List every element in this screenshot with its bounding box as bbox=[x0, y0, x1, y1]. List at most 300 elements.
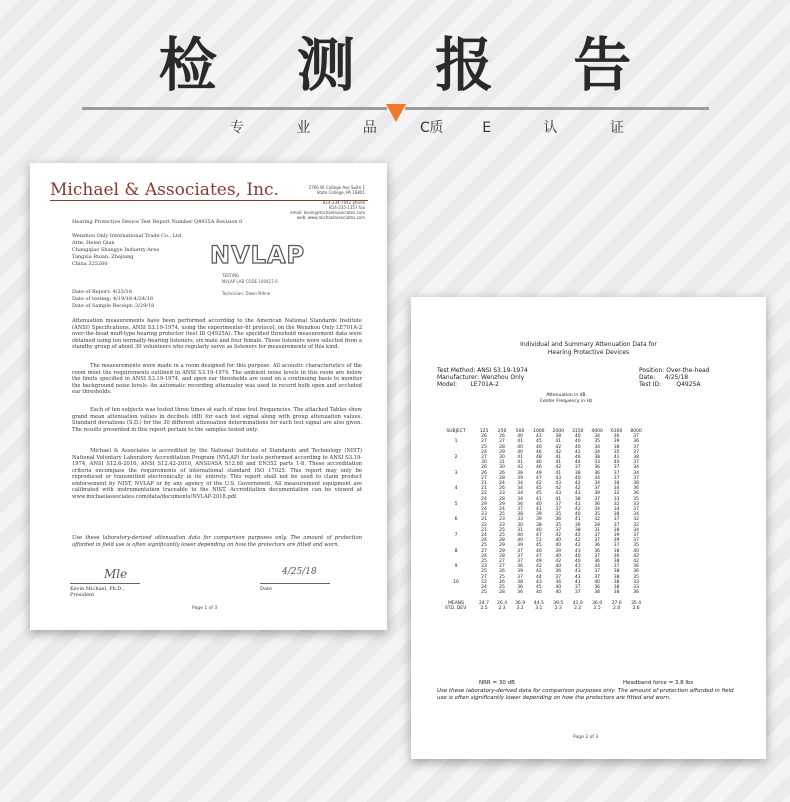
table-cell: MEANS bbox=[447, 600, 465, 606]
table-cell: 40 bbox=[517, 444, 523, 450]
table-cell: 22 bbox=[481, 491, 487, 497]
table-cell: 36 bbox=[574, 522, 581, 528]
table-cell: 7 bbox=[454, 533, 458, 539]
table-cell: 25 bbox=[481, 569, 487, 575]
table-cell: 40 bbox=[574, 512, 581, 518]
table-cell: 49 bbox=[535, 559, 542, 565]
table-cell: 38 bbox=[574, 470, 581, 476]
table-cell: 42 bbox=[555, 449, 562, 455]
table-cell: 29 bbox=[499, 501, 505, 507]
table-cell: 48 bbox=[535, 455, 542, 461]
table-cell: 32 bbox=[633, 522, 639, 528]
table-cell: 27 bbox=[481, 439, 487, 445]
table-cell: 35 bbox=[633, 496, 639, 502]
table-cell: 40 bbox=[574, 559, 581, 565]
table-cell: 40 bbox=[633, 548, 639, 554]
table-cell: 39 bbox=[594, 491, 601, 497]
headband-force: Headband force = 3.8 lbs bbox=[623, 680, 694, 686]
column-header: 125 bbox=[479, 429, 489, 434]
table-cell: 34 bbox=[594, 449, 601, 455]
paragraph-3: Each of ten subjects was tested three times at each of nine test frequencies. The attached Tables show grand mean attenuation values in decibels (dB) for each test signal along with group attenuation values. Standard deviations (S.D.) for the 30 different attenuation determinations for each test signal are also given. The results presented in this report pertain to the samples tested only. bbox=[72, 407, 362, 433]
table-cell: 40 bbox=[555, 543, 562, 549]
table-cell: 38 bbox=[613, 569, 620, 575]
table-cell: 2.5 bbox=[480, 605, 488, 611]
table-cell: 27 bbox=[499, 559, 505, 565]
table-cell: 30 bbox=[517, 522, 523, 528]
table-cell: 36 bbox=[517, 564, 523, 570]
company-address: 2766 W. College Ave Suite 1 State College, PA 16801 814-234-7042 phone 814-235-1357 fax email: kevin@michaelassociates.com web: www.michaelassociates.com bbox=[290, 185, 365, 220]
table-cell: 37 bbox=[517, 574, 523, 580]
table-cell: 42 bbox=[517, 465, 523, 471]
table-cell: 41 bbox=[535, 507, 542, 513]
table-cell: 21 bbox=[481, 517, 487, 523]
table-cell: 36 bbox=[633, 439, 639, 445]
table-cell: 46 bbox=[535, 449, 542, 455]
page-title: 检 测 报 告 bbox=[158, 31, 662, 99]
table-cell: 2.2 bbox=[574, 605, 582, 611]
report-title: Hearing Protective Device Test Report Number Q4925A Revision 0 bbox=[72, 219, 243, 225]
table-cell: 37 bbox=[613, 465, 620, 471]
client-address: Wenzhou Only International Trade Co., Ltd. Attn: Helen Qian Changqiao Shangye Industry Area Tangxia Ruian, Zhejiang China 325200 bbox=[72, 233, 183, 267]
table-cell: 38 bbox=[613, 481, 620, 487]
table-cell: 39 bbox=[535, 512, 542, 518]
table-cell: 26.4 bbox=[497, 600, 508, 606]
table-cell: 40 bbox=[517, 449, 523, 455]
table-cell: 34 bbox=[594, 434, 601, 440]
subtitle-left: 专 业 品 质 bbox=[230, 120, 468, 136]
table-cell: 41 bbox=[535, 496, 542, 502]
table-cell: 34 bbox=[517, 491, 523, 497]
table-cell: 38 bbox=[574, 496, 581, 502]
table-cell: 24 bbox=[481, 496, 487, 502]
table-cell: 34 bbox=[517, 481, 523, 487]
table-cell: 42 bbox=[574, 538, 581, 544]
table-cell: 28 bbox=[499, 553, 505, 559]
table-cell: 36 bbox=[555, 569, 562, 575]
table-cell: 39 bbox=[517, 569, 523, 575]
table-cell: 42 bbox=[574, 486, 581, 492]
table-cell: 46 bbox=[574, 455, 581, 461]
column-header: SUBJECT bbox=[446, 429, 466, 434]
table-cell: 38 bbox=[555, 434, 562, 440]
signature-right: Date bbox=[260, 583, 330, 592]
table-cell: 47 bbox=[535, 475, 542, 481]
table-cell: 38 bbox=[613, 527, 620, 533]
nrr-value: NRR = 30 dB bbox=[479, 680, 515, 686]
table-cell: 37 bbox=[633, 475, 639, 481]
table-cell: 41 bbox=[517, 439, 523, 445]
table-cell: 26 bbox=[481, 470, 487, 476]
table-cell: 33 bbox=[517, 517, 523, 523]
paragraph-2: The measurements were made in a room designed for this purpose. All acoustic characteristics of the room meet the requirements outlined in ANSI S3.19-1974. The ambient noise levels in this room are below the limits specified in ANSI S3.19-1974, and open ear thresholds are used on a continuing basis to monitor the background noise levels. An automatic recording attenuator was used to record both open and occluded ear thresholds. bbox=[72, 363, 362, 395]
table-cell: 42 bbox=[535, 569, 542, 575]
table-cell: 37 bbox=[517, 507, 523, 513]
table-cell: 41 bbox=[555, 496, 562, 502]
table-cell: 37 bbox=[555, 527, 562, 533]
table-cell: 49 bbox=[535, 470, 542, 476]
table-cell: 21 bbox=[481, 486, 487, 492]
table-cell: 21 bbox=[481, 481, 487, 487]
table-cell: 37 bbox=[555, 507, 562, 513]
column-header: 3150 bbox=[572, 429, 584, 434]
table-cell: 37 bbox=[594, 496, 601, 502]
signature-left: Kevin Michael, Ph.D., President bbox=[70, 583, 140, 598]
table-cell: 38 bbox=[613, 574, 620, 580]
table-cell: 38 bbox=[517, 512, 523, 518]
table-cell: 43 bbox=[535, 434, 542, 440]
table-cell: 44 bbox=[574, 460, 581, 466]
table-cell: 35 bbox=[594, 439, 601, 445]
table-cell: 23 bbox=[481, 564, 487, 570]
table-cell: 36 bbox=[594, 585, 601, 591]
table-cell: 31 bbox=[594, 527, 601, 533]
table-cell: 30 bbox=[499, 455, 505, 461]
table-cell: 25 bbox=[499, 527, 505, 533]
table-cell: 40 bbox=[555, 564, 562, 570]
frequency-caption: Attenuation in dB Center Frequency in Hz bbox=[539, 393, 593, 404]
subtitle-right: C E 认 证 bbox=[420, 120, 648, 136]
table-cell: 40 bbox=[555, 538, 562, 544]
table-cell: 40 bbox=[613, 460, 620, 466]
table-cell: 40 bbox=[517, 533, 523, 539]
column-header: 6300 bbox=[610, 429, 623, 434]
table-cell: 42 bbox=[555, 533, 562, 539]
table-cell: 47 bbox=[535, 533, 542, 539]
table-cell: 45 bbox=[535, 585, 542, 591]
table-cell: 41 bbox=[574, 517, 581, 523]
table-cell: 36 bbox=[613, 434, 620, 440]
table-cell: 36 bbox=[594, 501, 601, 507]
table-cell: 36 bbox=[594, 548, 601, 554]
table-cell: 27 bbox=[499, 439, 505, 445]
table-cell: 40 bbox=[555, 590, 562, 596]
table-cell: 28 bbox=[499, 444, 505, 450]
table-cell: 47 bbox=[535, 553, 542, 559]
table-cell: 29 bbox=[499, 449, 505, 455]
table-cell: 38 bbox=[633, 455, 639, 461]
table-cell: 40 bbox=[535, 527, 542, 533]
column-header: 250 bbox=[497, 429, 507, 434]
table-cell: 43 bbox=[574, 548, 581, 554]
table-cell: 37 bbox=[633, 538, 639, 544]
table-cell: 38 bbox=[613, 559, 620, 565]
table-cell: 37 bbox=[594, 533, 601, 539]
table-cell: 38 bbox=[535, 522, 542, 528]
table-cell: 42 bbox=[574, 449, 581, 455]
table-cell: 45 bbox=[535, 491, 542, 497]
column-header: 4000 bbox=[591, 429, 603, 434]
table-cell: 40 bbox=[555, 585, 562, 591]
table-cell: 41 bbox=[574, 579, 581, 585]
table-row bbox=[437, 606, 646, 611]
table-cell: 36 bbox=[633, 569, 639, 575]
table-cell: 3.1 bbox=[535, 605, 543, 611]
table-cell: 37 bbox=[594, 553, 601, 559]
table-cell: 37 bbox=[613, 475, 620, 481]
table-cell: 37 bbox=[594, 574, 601, 580]
table-cell: 40 bbox=[574, 475, 581, 481]
table-cell: 37 bbox=[633, 449, 639, 455]
table-cell: 36 bbox=[613, 553, 620, 559]
table-cell: 27 bbox=[481, 574, 487, 580]
table-cell: 43 bbox=[555, 475, 562, 481]
table-cell: 43 bbox=[574, 564, 581, 570]
table-cell: 34 bbox=[517, 496, 523, 502]
table-cell: 27 bbox=[499, 564, 505, 570]
table-cell: 26 bbox=[499, 486, 505, 492]
table-cell: 28 bbox=[499, 475, 505, 481]
table-cell: 46 bbox=[535, 444, 542, 450]
nvlap-caption: TESTING NVLAP LAB CODE 100427-0 Technician: Dawn Mihne bbox=[222, 273, 278, 296]
table-cell: 27 bbox=[481, 548, 487, 554]
table-cell: 40 bbox=[574, 444, 581, 450]
table-cell: 38 bbox=[517, 470, 523, 476]
test-meta-right: Position: Over-the-head Date: 4/25/18 Test ID: Q4925A bbox=[639, 367, 710, 388]
divider-right bbox=[405, 107, 709, 110]
table-cell: 34 bbox=[594, 564, 601, 570]
table-cell: 41 bbox=[574, 501, 581, 507]
attenuation-table bbox=[437, 429, 646, 611]
table-cell: 37 bbox=[633, 444, 639, 450]
table-cell: 41 bbox=[555, 439, 562, 445]
table-cell: 37 bbox=[613, 522, 620, 528]
table-cell: 9 bbox=[454, 564, 458, 570]
table-cell: 36 bbox=[594, 470, 601, 476]
table-cell: 40 bbox=[517, 434, 523, 440]
table-cell: 34 bbox=[613, 507, 620, 513]
table-cell: 35 bbox=[633, 543, 639, 549]
table-cell: 24 bbox=[499, 507, 505, 513]
table-cell: 29 bbox=[481, 501, 487, 507]
table-cell: 39 bbox=[517, 475, 523, 481]
table-cell: 37 bbox=[555, 501, 562, 507]
table-cell: 26 bbox=[499, 569, 505, 575]
table-cell: 36 bbox=[633, 590, 639, 596]
table-cell: 37 bbox=[633, 507, 639, 513]
table-cell: 4 bbox=[454, 486, 458, 492]
table-cell: 22 bbox=[481, 522, 487, 528]
table-cell: 25 bbox=[481, 559, 487, 565]
table-cell: 32 bbox=[594, 517, 601, 523]
signature-mark-left: Mle bbox=[104, 567, 128, 581]
nvlap-logo: NVLAP bbox=[210, 241, 306, 269]
table-cell: 39 bbox=[535, 517, 542, 523]
test-meta-left: Test Method: ANSI S3.19-1974 Manufacturer: Wenzhou Only Model: LE701A-2 bbox=[437, 367, 528, 388]
table-cell: 34 bbox=[517, 486, 523, 492]
table-cell: 31 bbox=[517, 527, 523, 533]
table-cell: 24 bbox=[481, 585, 487, 591]
column-header: 1000 bbox=[533, 429, 545, 434]
report-dates: Date of Report: 4/25/18 Date of testing: 4/19/18-4/24/18 Date of Sample Receipt: 3/29/18 bbox=[72, 289, 155, 309]
table-cell: 37 bbox=[594, 538, 601, 544]
table-cell: 36 bbox=[555, 579, 562, 585]
table-cell: 26 bbox=[481, 465, 487, 471]
table-cell: 32 bbox=[633, 517, 639, 523]
table-cell: 38 bbox=[594, 590, 601, 596]
table-cell: 43 bbox=[574, 574, 581, 580]
table-cell: 21 bbox=[481, 527, 487, 533]
table-cell: 23 bbox=[499, 517, 505, 523]
table-cell: 2.6 bbox=[632, 605, 640, 611]
table-cell: 43 bbox=[574, 491, 581, 497]
table-cell: 37 bbox=[517, 559, 523, 565]
table-cell: 35 bbox=[613, 449, 620, 455]
column-header: 2000 bbox=[552, 429, 564, 434]
table-cell: 37 bbox=[613, 470, 620, 476]
table-cell: 34 bbox=[633, 512, 639, 518]
divider-left bbox=[82, 107, 387, 110]
table-cell: 51 bbox=[535, 538, 542, 544]
table-cell: 41.0 bbox=[572, 600, 583, 606]
report-page-1 bbox=[30, 163, 387, 630]
table-cell: 33 bbox=[594, 460, 601, 466]
table-cell: 25 bbox=[481, 444, 487, 450]
table-cell: 28 bbox=[499, 590, 505, 596]
table-cell: 24 bbox=[481, 449, 487, 455]
table-cell: 39.5 bbox=[553, 600, 564, 606]
table-cell: 37.0 bbox=[611, 600, 622, 606]
table-cell: 40 bbox=[535, 590, 542, 596]
table-cell: 38 bbox=[613, 590, 620, 596]
table-cell: 36 bbox=[594, 465, 601, 471]
page-number: Page 1 of 3 bbox=[192, 606, 218, 611]
table-cell: 28 bbox=[499, 538, 505, 544]
table-cell: 42 bbox=[555, 465, 562, 471]
disclaimer-2: Use these laboratory-derived data for comparison purposes only. The amount of protection afforded in field use is often significantly lower depending on how the protectors are fitted and worn. bbox=[437, 688, 734, 701]
table-cell: 40 bbox=[535, 501, 542, 507]
table-cell: 46 bbox=[535, 548, 542, 554]
company-logo: Michael & Associates, Inc. bbox=[50, 180, 368, 201]
table-cell: 39 bbox=[613, 439, 620, 445]
paragraph-1: Attenuation measurements have been performed according to the American National Standards Institute (ANSI) Specifications, ANSI S3.19-1974, using the experimenter-fit protocol, on the Wenzhou Only LE701A-2 over-the-head muff-type hearing protector (test ID Q4925A). The specified threshold measurement data were obtained using ten normally-hearing listeners, six male and four female. These listeners were selected from a standby group of about 30 volunteers who regularly serve as listeners for measurements of this kind. bbox=[72, 318, 362, 350]
table-cell: 42 bbox=[574, 507, 581, 513]
table-cell: 36 bbox=[517, 590, 523, 596]
table-cell: 38 bbox=[517, 579, 523, 585]
table-cell: 24 bbox=[481, 533, 487, 539]
table-cell: 42 bbox=[574, 543, 581, 549]
table-cell: 1 bbox=[454, 439, 458, 445]
table-cell: 24.7 bbox=[479, 600, 490, 606]
table-cell: 36 bbox=[594, 559, 601, 565]
table-cell: 41 bbox=[555, 460, 562, 466]
table-cell: 2.5 bbox=[593, 605, 601, 611]
table-cell: 36 bbox=[633, 564, 639, 570]
table-heading: Individual and Summary Attenuation Data for Hearing Protective Devices bbox=[520, 341, 657, 356]
table-cell: 38 bbox=[613, 444, 620, 450]
table-cell: 24 bbox=[481, 538, 487, 544]
table-cell: 36 bbox=[633, 491, 639, 497]
table-cell: 33 bbox=[633, 501, 639, 507]
table-cell: 2.0 bbox=[613, 605, 621, 611]
table-cell: 29 bbox=[499, 548, 505, 554]
table-cell: 36 bbox=[633, 486, 639, 492]
report-page-2 bbox=[411, 297, 766, 759]
table-cell: 25 bbox=[499, 574, 505, 580]
table-cell: 34 bbox=[594, 481, 601, 487]
table-cell: 37 bbox=[633, 533, 639, 539]
table-cell: 43 bbox=[555, 481, 562, 487]
table-cell: 33 bbox=[633, 579, 639, 585]
table-cell: 37 bbox=[574, 590, 581, 596]
table-cell: 25 bbox=[481, 543, 487, 549]
table-cell: 36 bbox=[517, 585, 523, 591]
table-cell: 34 bbox=[613, 486, 620, 492]
table-cell: 46 bbox=[535, 465, 542, 471]
table-cell: 33 bbox=[633, 585, 639, 591]
table-cell: 36.0 bbox=[592, 600, 603, 606]
table-cell: 45 bbox=[535, 543, 542, 549]
table-cell: 2 bbox=[454, 455, 458, 461]
table-cell: 42 bbox=[633, 559, 639, 565]
table-cell: 22 bbox=[481, 579, 487, 585]
table-cell: 32 bbox=[613, 491, 620, 497]
table-cell: 23 bbox=[499, 491, 505, 497]
table-cell: 38 bbox=[594, 455, 601, 461]
table-cell: 30 bbox=[481, 460, 487, 466]
table-cell: 24 bbox=[499, 481, 505, 487]
table-cell: 40 bbox=[517, 538, 523, 544]
table-cell: 37 bbox=[594, 486, 601, 492]
table-cell: 24 bbox=[481, 507, 487, 513]
paragraph-4: Michael & Associates is accredited by the National Institute of Standards and Technology (NIST) National Voluntary Laboratory Accreditation Program (NVLAP) for tests performed according to ANSI S3.19-1974, ANSI S12.6-2016, ANSI S12.42-2010, ANSI/ASA S12.68 and EN352 parts 1-8. These accreditation criteria encompass the requirements of international standard ISO 17025. This report may only be reproduced or transmitted electronically in its' entirety. This report shall not be used to claim product endorsement by NIST, NVLAP or by any agency of the U.S. Government. All measurement equipment are calibrated with instrumentation traceable to the NIST. Accreditation documentation can be viewed at www.michaelassociates.com/data/documents/NVLAP-2018.pdf. bbox=[72, 448, 362, 500]
table-cell: 36 bbox=[555, 517, 562, 523]
table-cell: 38 bbox=[574, 527, 581, 533]
table-cell: 35 bbox=[555, 522, 562, 528]
table-cell: 35 bbox=[555, 512, 562, 518]
table-cell: 26 bbox=[481, 434, 487, 440]
table-cell: 25 bbox=[499, 585, 505, 591]
table-cell: 45 bbox=[535, 439, 542, 445]
table-cell: 39 bbox=[613, 538, 620, 544]
table-cell: 45 bbox=[535, 486, 542, 492]
table-cell: 43 bbox=[535, 579, 542, 585]
table-cell: 28 bbox=[594, 522, 601, 528]
table-cell: 44.5 bbox=[533, 600, 544, 606]
table-cell: 27 bbox=[481, 475, 487, 481]
table-cell: 42 bbox=[555, 486, 562, 492]
table-cell: 41 bbox=[517, 460, 523, 466]
table-cell: 3 bbox=[454, 470, 458, 476]
table-cell: 37 bbox=[574, 465, 581, 471]
table-cell: 30 bbox=[499, 465, 505, 471]
table-cell: 39 bbox=[613, 533, 620, 539]
table-cell: 44 bbox=[535, 574, 542, 580]
table-cell: 41 bbox=[613, 455, 620, 461]
table-cell: 38 bbox=[613, 512, 620, 518]
table-cell: 33 bbox=[613, 496, 620, 502]
table-cell: 34 bbox=[594, 475, 601, 481]
table-cell: 42 bbox=[555, 444, 562, 450]
table-cell: 39 bbox=[517, 543, 523, 549]
table-cell: 32 bbox=[613, 501, 620, 507]
table-cell: 42 bbox=[574, 481, 581, 487]
table-cell: 42 bbox=[535, 481, 542, 487]
table-cell: 46 bbox=[535, 460, 542, 466]
table-cell: 40 bbox=[594, 579, 601, 585]
table-cell: 25 bbox=[481, 590, 487, 596]
table-cell: 42 bbox=[633, 553, 639, 559]
table-cell: 26 bbox=[499, 470, 505, 476]
table-cell: 37 bbox=[613, 564, 620, 570]
table-cell: 34 bbox=[633, 470, 639, 476]
table-cell: 10 bbox=[453, 579, 459, 585]
table-cell: 25 bbox=[499, 533, 505, 539]
table-cell: 37 bbox=[613, 543, 620, 549]
table-cell: 31 bbox=[499, 460, 505, 466]
table-cell: 37 bbox=[517, 548, 523, 554]
table-cell: 40 bbox=[555, 553, 562, 559]
table-cell: 8 bbox=[454, 548, 458, 554]
